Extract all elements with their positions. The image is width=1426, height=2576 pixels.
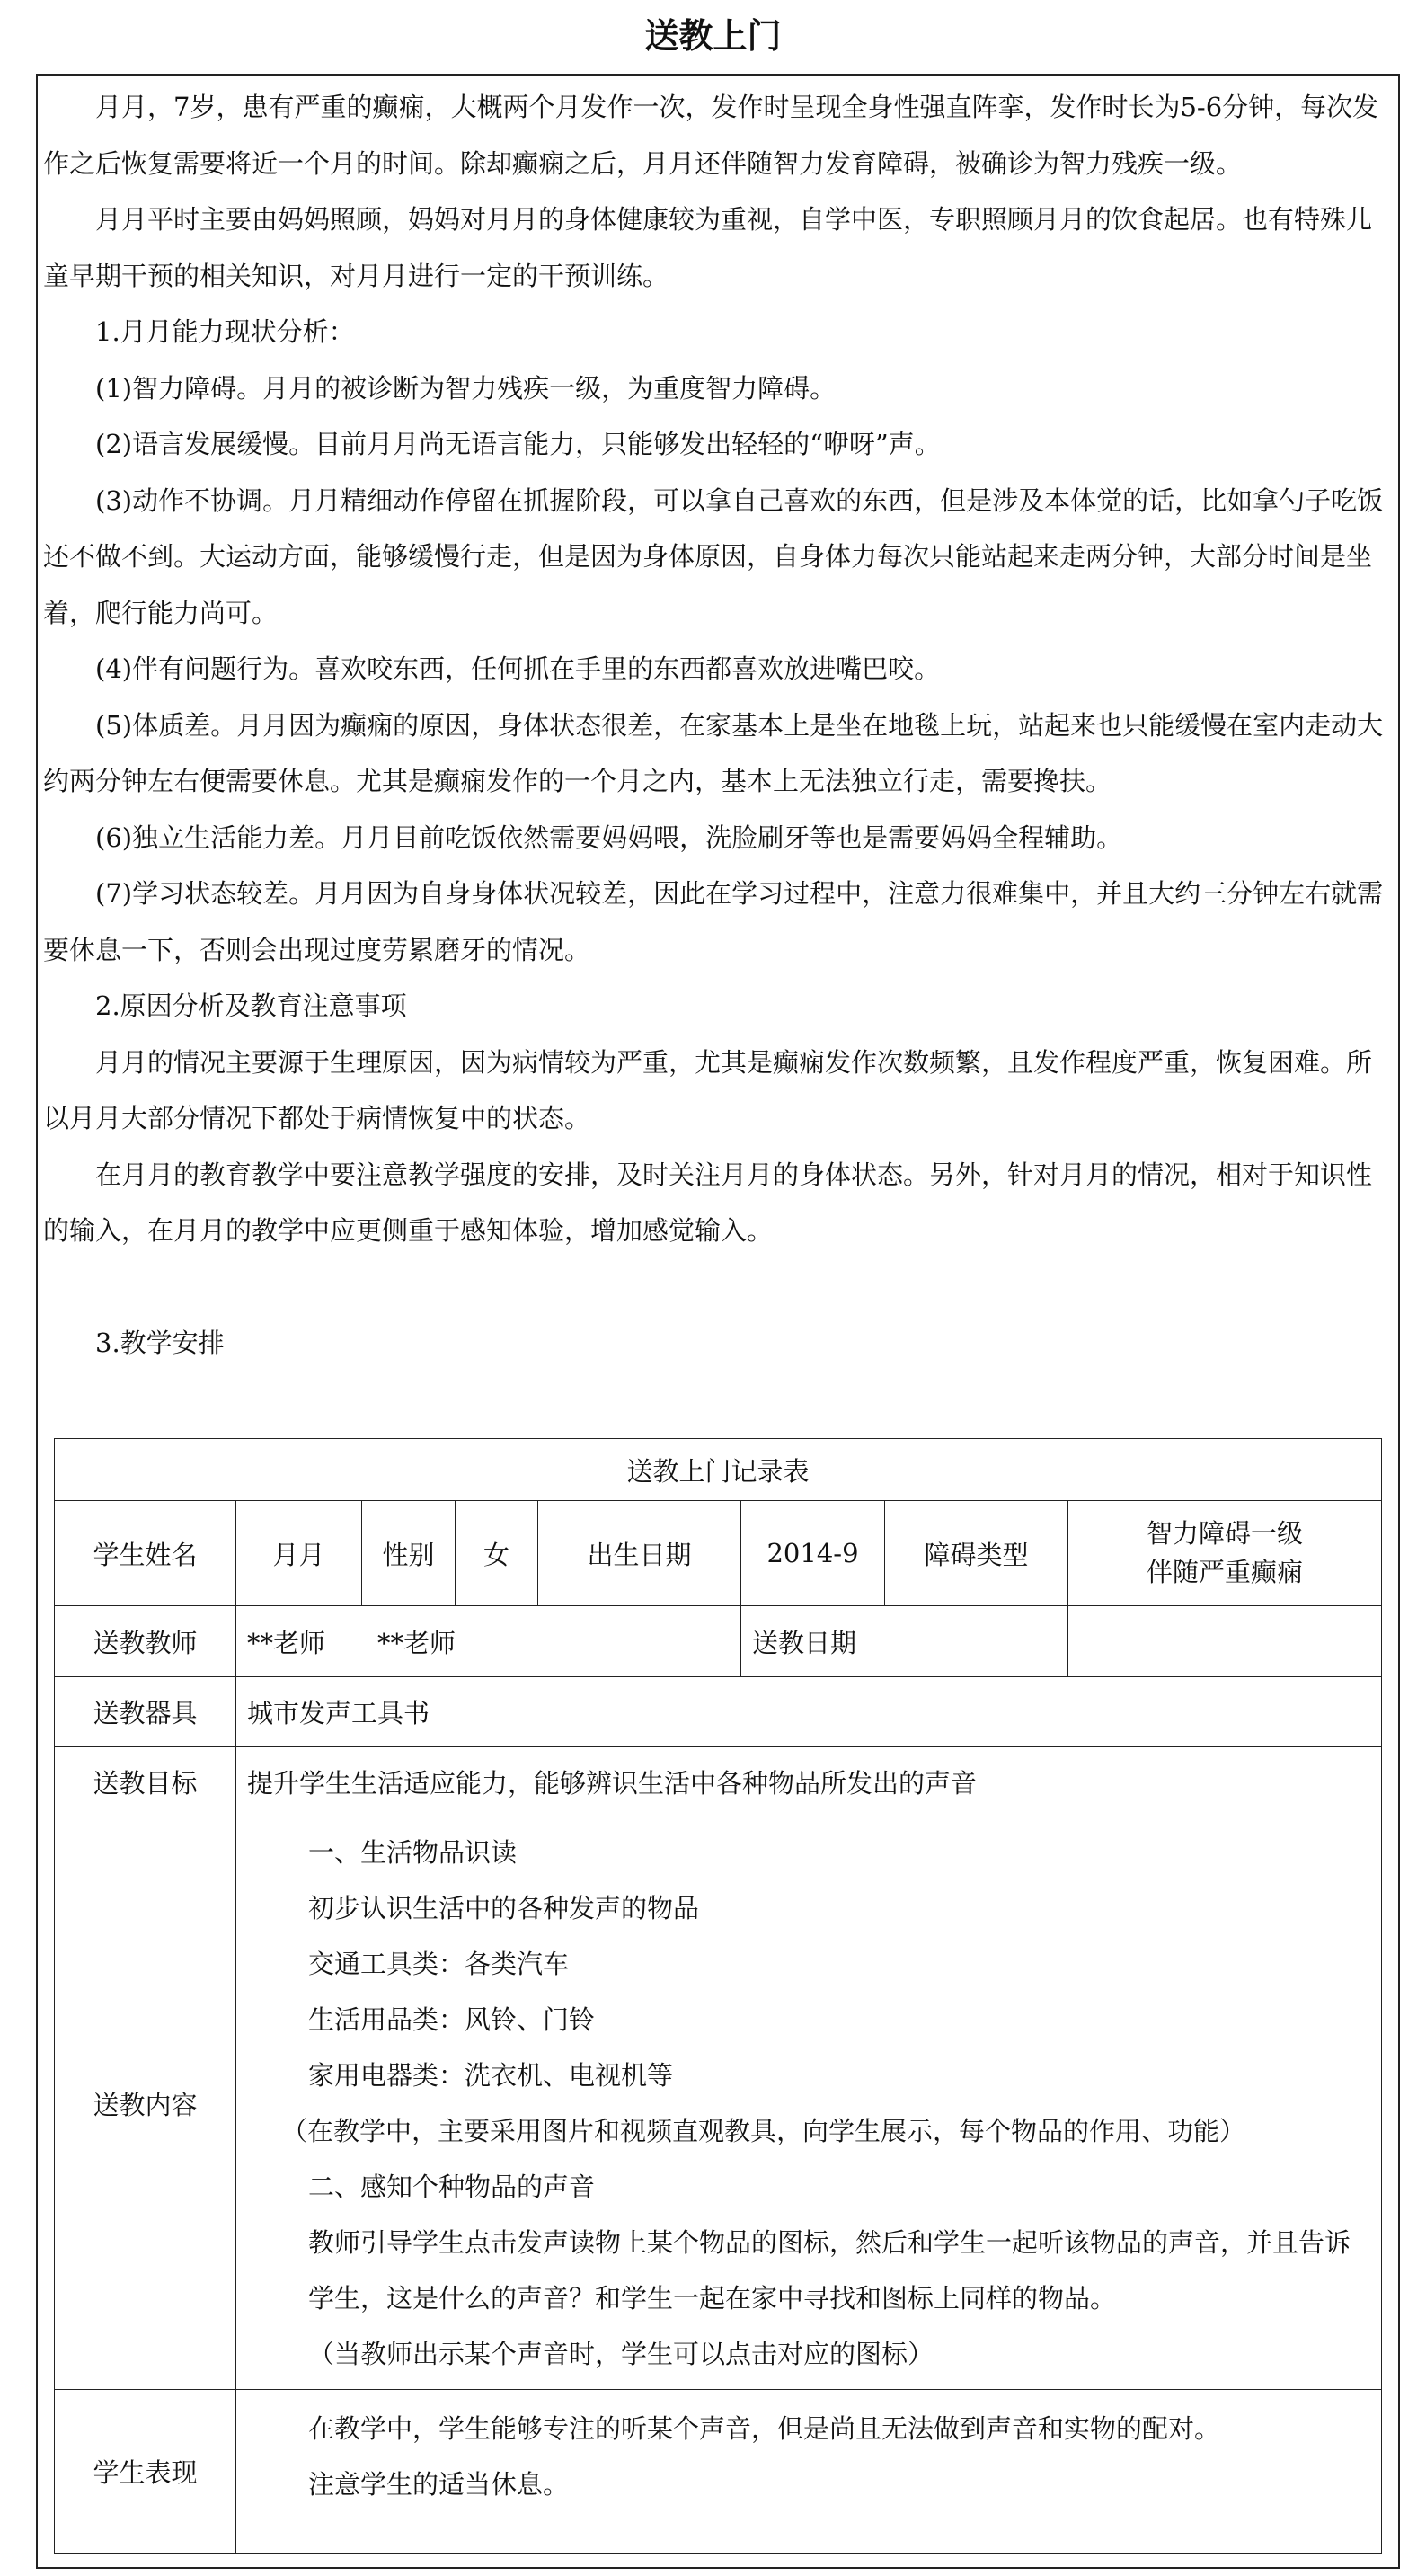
content-line-6: （在教学中，主要采用图片和视频直观教具，向学生展示，每个物品的作用、功能） xyxy=(281,2116,1246,2146)
tools-label: 送教器具 xyxy=(55,1677,236,1747)
disability-line-2: 伴随严重癫痫 xyxy=(1147,1557,1304,1587)
student-name-value: 月月 xyxy=(236,1501,362,1606)
performance-value xyxy=(236,2390,1382,2554)
tools-value: 城市发声工具书 xyxy=(236,1677,1382,1747)
section-3-heading: 3.教学安排 xyxy=(95,1327,225,1358)
ability-item-5: (5)体质差。月月因为癫痫的原因，身体状态很差，在家基本上是坐在地毯上玩，站起来也只能缓慢在室内走动大约两分钟左右便需要休息。尤其是癫痫发作的一个月之内，基本上无法独立行走，需要搀扶。 xyxy=(43,709,1384,796)
gender-label: 性别 xyxy=(362,1501,456,1606)
birth-label: 出生日期 xyxy=(538,1501,741,1606)
intro-paragraph-1: 月月，7岁，患有严重的癫痫，大概两个月发作一次，发作时呈现全身性强直阵挛，发作时长为5-6分钟，每次发作之后恢复需要将近一个月的时间。除却癫痫之后，月月还伴随智力发育障碍，被确诊为智力残疾一级。 xyxy=(43,92,1379,179)
section-1-heading: 1.月月能力现状分析： xyxy=(95,316,355,347)
content-line-2: 初步认识生活中的各种发声的物品 xyxy=(308,1893,700,1923)
section-2-heading: 2.原因分析及教育注意事项 xyxy=(95,990,407,1021)
ability-item-1: (1)智力障碍。月月的被诊断为智力残疾一级，为重度智力障碍。 xyxy=(95,372,837,404)
content-line-8: 教师引导学生点击发声读物上某个物品的图标，然后和学生一起听该物品的声音，并且告诉学生，这是什么的声音？和学生一起在家中寻找和图标上同样的物品。 xyxy=(308,2227,1351,2314)
content-line-4: 生活用品类：风铃、门铃 xyxy=(308,2004,596,2035)
content-line-9: （当教师出示某个声音时，学生可以点击对应的图标） xyxy=(308,2339,934,2369)
goal-value: 提升学生生活适应能力，能够辨识生活中各种物品所发出的声音 xyxy=(236,1747,1382,1817)
goal-label: 送教目标 xyxy=(55,1747,236,1817)
content-label: 送教内容 xyxy=(55,1817,236,2390)
content-value xyxy=(236,1817,1382,2390)
ability-item-2: (2)语言发展缓慢。目前月月尚无语言能力，只能够发出轻轻的“咿呀”声。 xyxy=(95,429,941,459)
student-name-label: 学生姓名 xyxy=(55,1501,236,1606)
teacher-value: **老师 **老师 xyxy=(236,1606,741,1677)
record-table-wrapper xyxy=(54,1438,1381,2554)
intro-paragraph-2: 月月平时主要由妈妈照顾，妈妈对月月的身体健康较为重视，自学中医，专职照顾月月的饮食起居。也有特殊儿童早期干预的相关知识，对月月进行一定的干预训练。 xyxy=(43,204,1373,291)
record-table xyxy=(54,1438,1382,2554)
ability-item-4: (4)伴有问题行为。喜欢咬东西，任何抓在手里的东西都喜欢放进嘴巴咬。 xyxy=(95,653,941,684)
content-line-7: 二、感知个种物品的声音 xyxy=(308,2172,596,2202)
cause-paragraph-1: 月月的情况主要源于生理原因，因为病情较为严重，尤其是癫痫发作次数频繁，且发作程度严重，恢复困难。所以月月大部分情况下都处于病情恢复中的状态。 xyxy=(43,1046,1373,1133)
cause-paragraph-2: 在月月的教育教学中要注意教学强度的安排，及时关注月月的身体状态。另外，针对月月的情况，相对于知识性的输入，在月月的教学中应更侧重于感知体验，增加感觉输入。 xyxy=(43,1159,1373,1246)
document-title: 送教上门 xyxy=(644,16,782,56)
gender-value: 女 xyxy=(456,1501,538,1606)
document-body xyxy=(43,79,1393,1371)
table-title: 送教上门记录表 xyxy=(55,1439,1382,1501)
performance-line-2: 注意学生的适当休息。 xyxy=(308,2469,570,2500)
content-line-5: 家用电器类：洗衣机、电视机等 xyxy=(308,2060,674,2091)
disability-line-1: 智力障碍一级 xyxy=(1147,1518,1304,1549)
blank-line xyxy=(43,1259,1393,1315)
performance-line-1: 在教学中，学生能够专注的听某个声音，但是尚且无法做到声音和实物的配对。 xyxy=(308,2413,1221,2444)
ability-item-6: (6)独立生活能力差。月月目前吃饭依然需要妈妈喂，洗脸刷牙等也是需要妈妈全程辅助。 xyxy=(95,822,1123,853)
ability-item-3: (3)动作不协调。月月精细动作停留在抓握阶段，可以拿自己喜欢的东西，但是涉及本体觉的话，比如拿勺子吃饭还不做不到。大运动方面，能够缓慢行走，但是因为身体原因，自身体力每次只能站起来走两分钟，大部分时间是坐着，爬行能力尚可。 xyxy=(43,484,1384,628)
date-label: 送教日期 xyxy=(741,1606,1068,1677)
performance-label: 学生表现 xyxy=(55,2390,236,2554)
content-line-1: 一、生活物品识读 xyxy=(308,1837,518,1868)
ability-item-7: (7)学习状态较差。月月因为自身身体状况较差，因此在学习过程中，注意力很难集中，并且大约三分钟左右就需要休息一下，否则会出现过度劳累磨牙的情况。 xyxy=(43,878,1384,965)
date-value xyxy=(1068,1606,1382,1677)
disability-label: 障碍类型 xyxy=(885,1501,1068,1606)
teacher-label: 送教教师 xyxy=(55,1606,236,1677)
birth-value: 2014-9 xyxy=(741,1501,885,1606)
content-line-3: 交通工具类：各类汽车 xyxy=(308,1949,570,1979)
disability-value xyxy=(1068,1501,1382,1606)
